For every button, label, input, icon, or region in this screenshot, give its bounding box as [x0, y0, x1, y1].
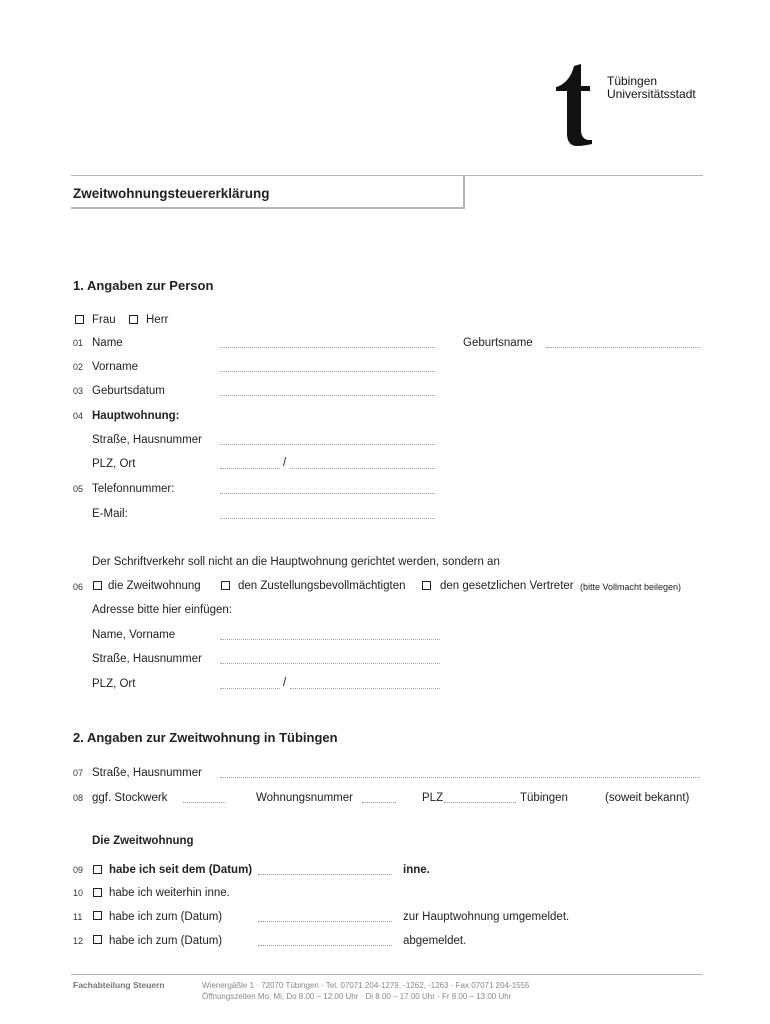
weiterhin-label: habe ich weiterhin inne.	[109, 887, 230, 899]
tuebingen-logo-icon	[554, 64, 598, 146]
geburtsdatum-label: Geburtsdatum	[92, 385, 165, 397]
adr-ort-field[interactable]	[290, 688, 440, 689]
telefon-label: Telefonnummer:	[92, 483, 175, 495]
umgemeldet-suffix: zur Hauptwohnung umgemeldet.	[403, 911, 570, 923]
zw-ort-text: Tübingen	[520, 792, 568, 804]
zw-strasse-label: Straße, Hausnummer	[92, 767, 202, 779]
row-number: 05	[73, 484, 84, 494]
geburtsname-label: Geburtsname	[463, 337, 533, 349]
strasse-label: Straße, Hausnummer	[92, 434, 202, 446]
vorname-label: Vorname	[92, 361, 139, 373]
zw-plz-label: PLZ	[422, 792, 444, 804]
vertreter-option-label: den gesetzlichen Vertreter	[440, 580, 574, 592]
footer-department: Fachabteilung Steuern	[73, 980, 165, 990]
adr-name-label: Name, Vorname	[92, 629, 176, 641]
logo-text	[607, 75, 696, 101]
geburtsname-field[interactable]	[546, 347, 700, 348]
umgemeldet-checkbox[interactable]	[93, 911, 102, 920]
row-number: 02	[73, 362, 84, 372]
adr-plz-field[interactable]	[220, 688, 280, 689]
strasse-field[interactable]	[220, 444, 435, 445]
abgemeldet-suffix: abgemeldet.	[403, 935, 467, 947]
die-zweitwohnung-heading: Die Zweitwohnung	[92, 835, 194, 847]
name-label: Name	[92, 337, 123, 349]
name-field[interactable]	[220, 347, 435, 348]
plz-slash: /	[283, 457, 287, 469]
section1-heading: 1. Angaben zur Person	[73, 278, 214, 293]
row-number: 06	[73, 582, 84, 592]
hauptwohnung-label: Hauptwohnung:	[92, 410, 180, 422]
row-number: 11	[73, 912, 83, 922]
footer-contact	[202, 980, 530, 1002]
row-number: 04	[73, 411, 84, 421]
seit-label: habe ich seit dem (Datum)	[109, 864, 253, 876]
ort-field[interactable]	[290, 468, 435, 469]
row-number: 08	[73, 793, 84, 803]
abgemeldet-label: habe ich zum (Datum)	[109, 935, 223, 947]
row-number: 01	[73, 338, 84, 348]
schriftverkehr-text: Der Schriftverkehr soll nicht an die Hauptwohnung gerichtet werden, sondern an	[92, 556, 500, 568]
footer-address-line: Wienergäßle 1 · 72070 Tübingen · Tel. 07071 204-1279, -1262, -1263 · Fax 07071 204-1555	[202, 981, 530, 990]
row-number: 07	[73, 768, 84, 778]
seit-checkbox[interactable]	[93, 865, 102, 874]
adr-strasse-label: Straße, Hausnummer	[92, 653, 202, 665]
wohnungsnummer-label: Wohnungsnummer	[256, 792, 353, 804]
footer-hours-line: Öffnungszeiten Mo, Mi, Do 8.00 – 12.00 Uhr · Di 8.00 – 17.00 Uhr · Fr 8.00 – 13.00 Uhr	[202, 992, 512, 1001]
logo-line2: Universitätsstadt	[607, 87, 696, 101]
row-number: 10	[73, 888, 84, 898]
seit-suffix: inne.	[403, 864, 430, 876]
plz-field[interactable]	[220, 468, 280, 469]
zweitwohnung-checkbox[interactable]	[93, 581, 102, 590]
adr-strasse-field[interactable]	[220, 663, 440, 664]
herr-label: Herr	[146, 314, 169, 326]
vollmacht-note: (bitte Vollmacht beilegen)	[580, 582, 682, 592]
bevollmaechtigter-checkbox[interactable]	[221, 581, 230, 590]
zw-plz-field[interactable]	[444, 802, 516, 803]
section2-heading: 2. Angaben zur Zweitwohnung in Tübingen	[73, 730, 338, 745]
adr-name-field[interactable]	[220, 639, 440, 640]
weiterhin-checkbox[interactable]	[93, 888, 102, 897]
logo-line1: Tübingen	[607, 74, 658, 88]
vorname-field[interactable]	[220, 371, 435, 372]
abgemeldet-checkbox[interactable]	[93, 935, 102, 944]
stockwerk-field[interactable]	[183, 802, 226, 803]
stockwerk-label: ggf. Stockwerk	[92, 792, 168, 804]
footer-rule	[71, 974, 703, 975]
herr-checkbox[interactable]	[129, 315, 138, 324]
soweit-bekannt-text: (soweit bekannt)	[605, 792, 690, 804]
row-number: 12	[73, 936, 84, 946]
seit-datum-field[interactable]	[258, 874, 392, 875]
abgemeldet-datum-field[interactable]	[258, 945, 392, 946]
umgemeldet-label: habe ich zum (Datum)	[109, 911, 223, 923]
zweitwohnung-option-label: die Zweitwohnung	[108, 580, 201, 592]
adresse-hint: Adresse bitte hier einfügen:	[92, 604, 233, 616]
frau-label: Frau	[92, 314, 116, 326]
plz-slash: /	[283, 677, 287, 689]
email-field[interactable]	[220, 518, 435, 519]
zw-strasse-field[interactable]	[220, 777, 700, 778]
row-number: 03	[73, 386, 84, 396]
umgemeldet-datum-field[interactable]	[258, 921, 392, 922]
email-label: E-Mail:	[92, 508, 128, 520]
page-title: Zweitwohnungsteuererklärung	[73, 186, 270, 201]
row-number: 09	[73, 865, 84, 875]
frau-checkbox[interactable]	[75, 315, 84, 324]
telefon-field[interactable]	[220, 493, 435, 494]
wohnungsnummer-field[interactable]	[362, 802, 396, 803]
adr-plz-label: PLZ, Ort	[92, 678, 136, 690]
geburtsdatum-field[interactable]	[220, 395, 435, 396]
vertreter-checkbox[interactable]	[422, 581, 431, 590]
bevollmaechtigter-option-label: den Zustellungsbevollmächtigten	[238, 580, 406, 592]
plz-ort-label: PLZ, Ort	[92, 458, 136, 470]
